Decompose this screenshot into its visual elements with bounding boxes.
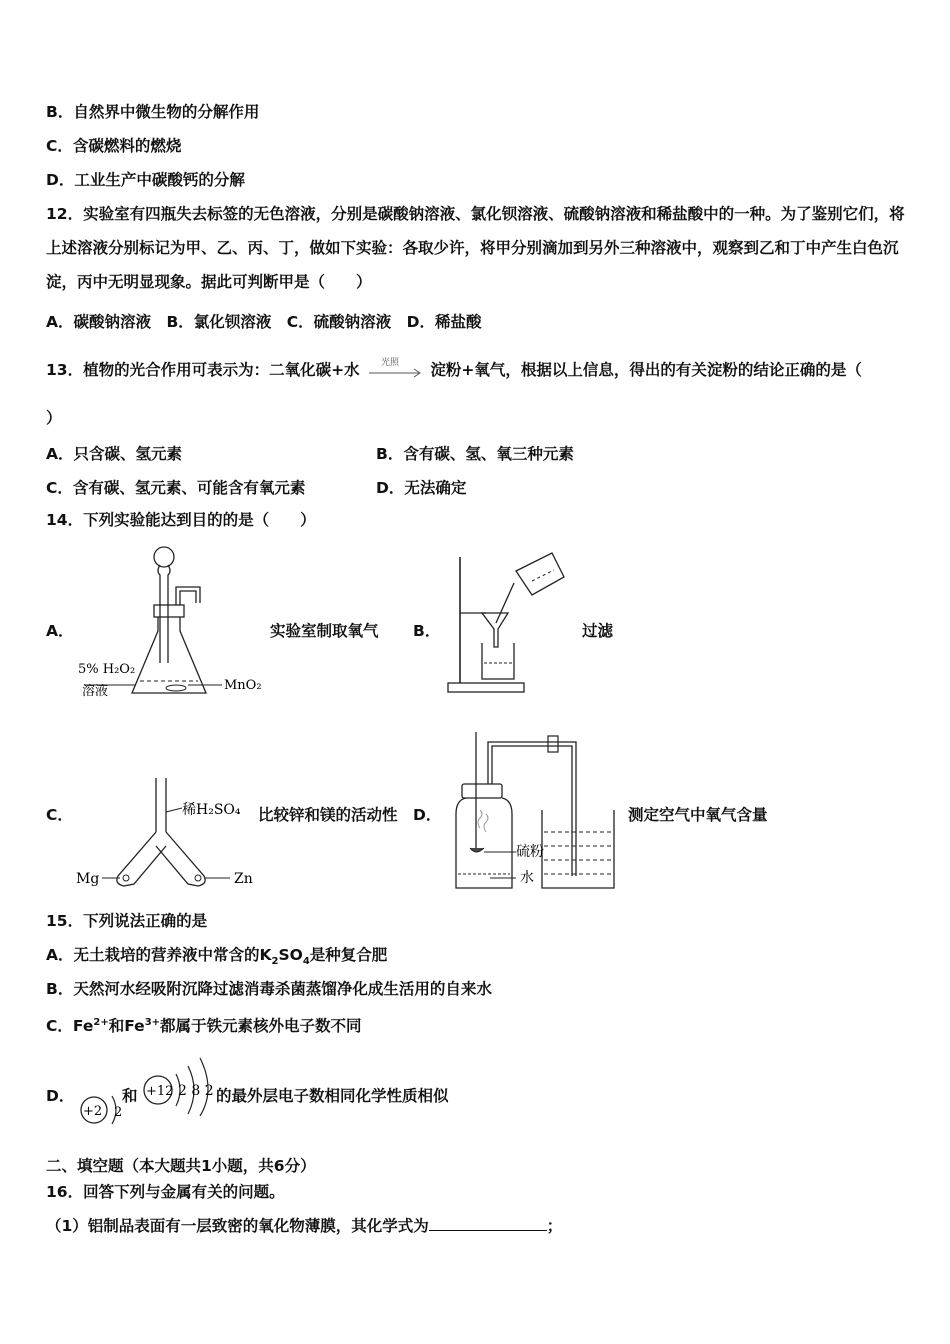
q15-a-mid: SO bbox=[278, 946, 303, 964]
q14-option-c-text: 比较锌和镁的活动性 bbox=[258, 806, 398, 824]
filtration-figure bbox=[442, 543, 570, 698]
atom-diagram-mg bbox=[140, 1044, 216, 1116]
oxygen-measure-figure bbox=[446, 728, 622, 896]
q14-option-b-text: 过滤 bbox=[582, 622, 614, 640]
q13-stem-after: 淀粉+氧气，根据以上信息，得出的有关淀粉的结论正确的是（ bbox=[430, 361, 862, 379]
q16-part1-text: （1）铝制品表面有一层致密的氧化物薄膜，其化学式为 bbox=[46, 1217, 429, 1235]
oxygen-apparatus-figure bbox=[76, 543, 276, 703]
reaction-arrow bbox=[365, 357, 425, 381]
atom2-nucleus: +12 bbox=[146, 1084, 174, 1099]
q14-stem: 14．下列实验能达到目的的是（ ） bbox=[46, 511, 316, 529]
q15-c-sup1: 2+ bbox=[93, 1017, 109, 1028]
q15-a-sub1: 2 bbox=[271, 956, 279, 968]
answer-blank[interactable] bbox=[429, 1216, 547, 1231]
q16-part1 bbox=[46, 1216, 562, 1236]
label-h2o2: 5% H₂O₂ bbox=[78, 662, 136, 677]
q15-stem: 15．下列说法正确的是 bbox=[46, 912, 208, 930]
q13-option-b: B．含有碳、氢、氧三种元素 bbox=[376, 445, 574, 463]
q15-option-a bbox=[46, 945, 387, 972]
q14-option-b-letter: B． bbox=[413, 622, 441, 640]
q16-stem: 16．回答下列与金属有关的问题。 bbox=[46, 1183, 285, 1201]
q15-a-pre: A．无土栽培的营养液中常含的K bbox=[46, 946, 272, 964]
atom1-shells: 2 bbox=[114, 1105, 123, 1120]
q13-stem bbox=[46, 357, 862, 381]
q15-c-mid: 和Fe bbox=[108, 1017, 145, 1036]
q11-option-c: C．含碳燃料的燃烧 bbox=[46, 137, 182, 155]
label-zn: Zn bbox=[234, 871, 253, 887]
q13-option-d: D．无法确定 bbox=[376, 479, 467, 497]
atom2-shells: 2 8 2 bbox=[178, 1083, 214, 1099]
label-sulfur: 硫粉 bbox=[516, 844, 544, 860]
label-water: 水 bbox=[520, 870, 534, 886]
q15-option-d-letter: D． bbox=[46, 1087, 75, 1105]
label-mg: Mg bbox=[76, 871, 100, 887]
q15-a-sub2: 4 bbox=[302, 956, 310, 968]
q13-stem-close: ） bbox=[46, 409, 62, 427]
q11-option-b: B．自然界中微生物的分解作用 bbox=[46, 103, 260, 121]
q14-option-d-text: 测定空气中氧气含量 bbox=[628, 806, 768, 824]
q14-option-c-letter: C． bbox=[46, 806, 73, 824]
arrow-label: 光照 bbox=[380, 357, 399, 368]
q15-option-d-text: 的最外层电子数相同化学性质相似 bbox=[216, 1087, 449, 1105]
q13-stem-before: 13．植物的光合作用可表示为：二氧化碳+水 bbox=[46, 361, 360, 379]
q15-option-c bbox=[46, 1013, 362, 1036]
q14-option-a-text: 实验室制取氧气 bbox=[270, 622, 379, 640]
q13-option-a: A．只含碳、氢元素 bbox=[46, 445, 182, 463]
q13-option-c: C．含有碳、氢元素、可能含有氧元素 bbox=[46, 479, 306, 497]
y-tube-figure bbox=[74, 772, 260, 892]
label-mno2: MnO₂ bbox=[224, 678, 262, 693]
label-solution: 溶液 bbox=[82, 684, 109, 699]
q12-options: A．碳酸钠溶液 B．氯化钡溶液 C．硫酸钠溶液 D．稀盐酸 bbox=[46, 313, 482, 331]
q15-c-pre: C．Fe bbox=[46, 1017, 94, 1036]
q16-part1-end: ； bbox=[546, 1217, 563, 1235]
section-heading: 二、填空题（本大题共1小题，共6分） bbox=[46, 1157, 316, 1175]
q12-stem: 12．实验室有四瓶失去标签的无色溶液，分别是碳酸钠溶液、氯化钡溶液、硫酸钠溶液和稀盐酸中的一种。为了鉴别它们，将上述溶液分别标记为甲、乙、丙、丁，做如下实验：各取少许，将甲分别滴加到另外三种溶液中，观察到乙和丁中产生白色沉淀，丙中无明显现象。据此可判断甲是（ ） bbox=[46, 205, 905, 291]
label-dilute-acid: 稀H₂SO₄ bbox=[182, 802, 241, 818]
q15-option-d-and: 和 bbox=[122, 1087, 138, 1105]
q14-option-a-letter: A． bbox=[46, 622, 74, 640]
q15-a-post: 是种复合肥 bbox=[309, 946, 388, 964]
q11-option-d: D．工业生产中碳酸钙的分解 bbox=[46, 171, 245, 189]
atom-diagram-he bbox=[76, 1076, 126, 1132]
q15-c-post: 都属于铁元素核外电子数不同 bbox=[160, 1017, 362, 1036]
q15-c-sup2: 3+ bbox=[144, 1017, 161, 1028]
q14-option-d-letter: D． bbox=[413, 806, 442, 824]
atom1-nucleus: +2 bbox=[83, 1104, 103, 1119]
q15-option-b: B．天然河水经吸附沉降过滤消毒杀菌蒸馏净化成生活用的自来水 bbox=[46, 980, 492, 998]
